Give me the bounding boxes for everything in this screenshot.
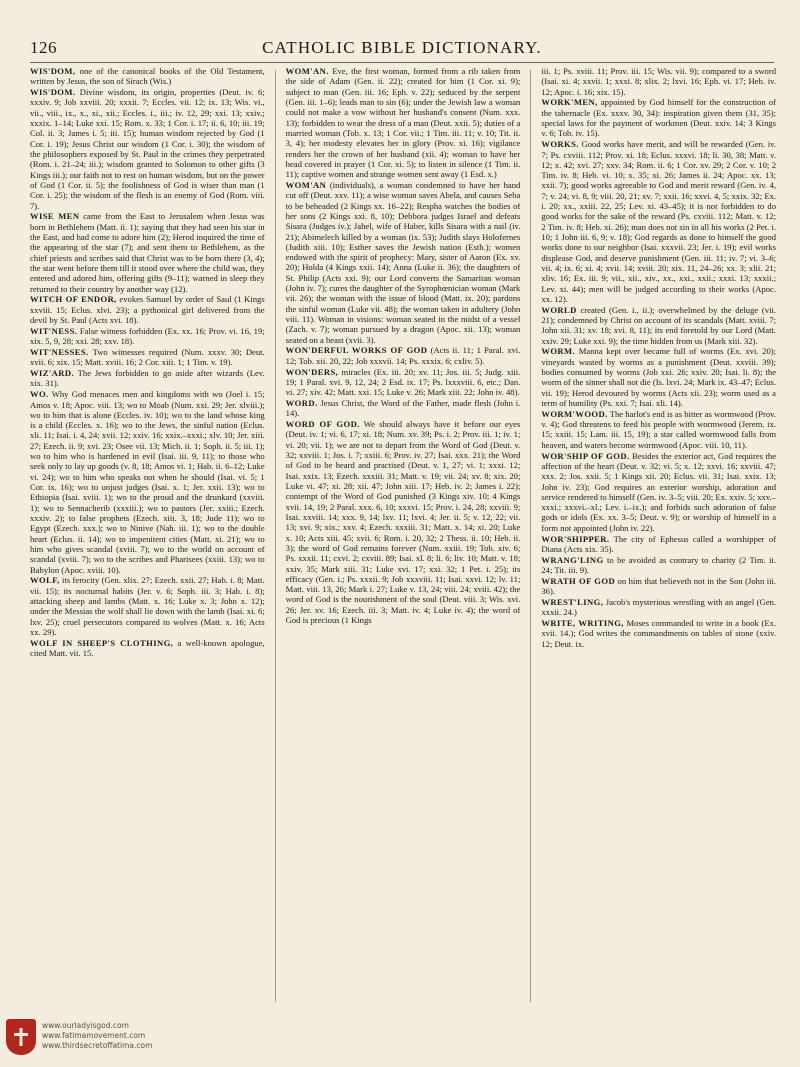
entry-text: Eve, the first woman, formed from a rib taken from the side of Adam (Gen. ii. 22); created for him (1 Cor. xi. 9); subject to man (Gen. iii. 16; Eph. v. 22); seduced by the serpent (Gen. iii. 1–6); leads man to sin (6); under the Jewish law a woman could not make a vow without her husband's consent (Num. xxx. 13); forbidden to wear the dress of a man (Deut. xxii. 5); duties of a married woman (Tob. x. 13; 1 Cor. vii.; 1 Tim. iii. 11; v. 10; Tit. ii. 3, 4); her modesty elevates her in glory (Prov. xi. 16); vigilance renders her the crown of her husband (xii. 4); woman to have her head covered in prayer (1 Cor. xi. 5); to listen in silence (1 Tim. ii. 11); captive women and strange women sent away (1 Esd. x.): [285, 66, 521, 180]
dictionary-entry: [541, 597, 776, 618]
entry-text: The Jews forbidden to go aside after wizards (Lev. xix. 31).: [30, 368, 265, 389]
dictionary-entry: [30, 326, 265, 347]
dictionary-columns: [30, 66, 776, 1006]
entry-headword: WOLF,: [30, 575, 60, 586]
entry-headword: WORM.: [541, 346, 576, 357]
column-left: [30, 66, 265, 1006]
entry-headword: WO.: [30, 389, 49, 400]
entry-headword: WORKS.: [541, 139, 579, 150]
entry-text: The harlot's end is as bitter as wormwood (Prov. v. 4); God threatens to feed his people with wormwood (Jerem. ix. 15; xxiii. 15; Lam. iii. 15, 19); a star called wormwood falls from heaven, and waters become wormwood (Apoc. viii. 10, 11).: [541, 408, 777, 450]
entry-text: to be avoided as contrary to charity (2 Tim. ii. 24; Tit. iii. 9).: [541, 554, 777, 575]
entry-headword: WITCH OF ENDOR,: [30, 294, 117, 305]
entry-headword: WOR'SHIPPER.: [541, 533, 610, 544]
entry-headword: WIS'DOM.: [30, 87, 76, 98]
entry-text: evokes Samuel by order of Saul (1 Kings xxviii. 15; Eclus. xlvi. 23); a pythonical girl delivered from the devil by St. Paul (Acts xvi. 18).: [30, 294, 265, 325]
dictionary-entry: [30, 211, 265, 294]
running-title: CATHOLIC BIBLE DICTIONARY.: [262, 38, 542, 57]
dictionary-entry: [286, 66, 521, 179]
entry-headword: WRITE, WRITING,: [541, 618, 624, 629]
entry-text: (Acts ii. 11; 1 Paral. xvi. 12; Tob. xii. 20, 22; Job xxxvii. 14; Ps. xxxix. 6; cxliv. 5).: [285, 345, 521, 366]
dictionary-entry: [541, 66, 776, 97]
entry-headword: WON'DERS,: [285, 366, 339, 377]
dictionary-entry: [30, 575, 265, 637]
entry-headword: WIZ'ARD.: [30, 368, 75, 379]
dictionary-entry: [30, 294, 265, 325]
dictionary-entry: [541, 305, 776, 346]
dictionary-entry: [286, 398, 521, 419]
entry-text: Why God menaces men and kingdoms with wo (Joel i. 15; Amos v. 18; Apoc. viii. 13; wo to Moab (Num. xxi. 29; Jer. xlviii.); wo to him that is alone (Eccles. iv. 10); wo to the land whose king is a child (Eccles. x. 16); wo to the Jews, the sinful nation (Eclus. xli. 11; Isai. i. 4, 24; xvii. 12; xxiv. 16; xxix.–xxxi.; xlv. 10; Jer. xiii. 27; Ezech. ii. 9; xvi. 23; Osee vii. 13; Mich. ii. 1; Soph. ii. 5; iii. 1); wo to him who is hardened in evil (Isai. iii. 9, 11); to those who seek only to lay up goods (v. 8, 18; Amos vi. 1; Hab. ii. 6–12; Luke vi. 24); wo to him who speaks not when he should (Isai. vi. 5; 1 Cor. ix. 16); wo to unjust judges (Isai. x. 1; Jer. xxii. 13); wo to Ethiopia (Isai. xviii. 1); wo to the proud and the drunkard (xxviii. 1); wo to Sennacherib (xxxiii.); wo to pastors (Jer. xxiii.; Ezech. xxxiv. 2); to false prophets (Ezech. xiii. 3, 18; Jude 11); wo to Egypt (Ezech. xxx.); wo to Ninive (Nah. iii. 1); wo to the double heart (Eclus. ii. 14); wo to impenitent cities (Matt. xi. 21); wo to him who gives scandal (xviii. 7); wo to the world on account of scandal (xviii. 7); wo to the scribes and Pharisees (xxiii. 13); wo to Babylon (Apoc. xviii. 10).: [30, 389, 265, 575]
dictionary-entry: [30, 66, 265, 87]
entry-text: Good works have merit, and will be rewarded (Gen. iv. 7; Ps. cxviii. 112; Prov. xi. 18; Eclus. xxxvi. 18; li. 30, 38; Matt. v. 12; x. 42; xvi. 27; xxv. 34; Rom. ii. 6; 1 Cor. xv. 29; 2 Cor. v. 10; 2 Tim. iv. 8; Heb. vi. 10; x. 35; xi. 26; James ii. 24; Apoc. xx. 13; xxii. 7); good works agreeable to God and merit reward (Gen. iv. 4, 7; v. 24; vi. 8, 9; viii. 20, 21; xv. 7; xxii. 16; xxvi. 4, 5; xxix. 32; Ex. i. 20; xx., xxiii. 22, 25; Lev. xi. 43–45); it is not forbidden to do good works for the sake of the reward (Ps. cxviii. 112; Matt. v. 12; 2 Tim. iv. 8; Heb. xi. 26); man does not sin in all his works (2 Pet. i. 10; 1 John iii. 6, 9; v. 18); God regards as done to himself the good works done to our neighbor (Isai. xxxvii. 23; Jer. i. 19); evil works displease God, and deserve punishment (Gen. iii. 11; iv. 7; vi. 3–6; vii. 4; ix. 6; xi. 4; xvii. 14; xviii. 20; xix. 11, 24–26; xx. 3; xlii. 21; xliv. 16; Ex. iii. 9; vii., xii., xiv., xx., xxi., xxii.; xxxi. 13; xxxii.; Lev. xi. 44); men will be judged according to their works (Apoc. xx. 12).: [541, 139, 777, 304]
entry-text: We should always have it before our eyes (Deut. iv. 1; vi. 6, 17; xi. 18; Num. xv. 39; Ps. i. 2; Prov. iii. 1; iv. 1; vi. 20; vii. 1); we are not to depart from the Word of God (Deut. v. 32; xxviii. 1; Jos. i. 7; xxiii. 6; Prov. iv. 27; Isai. xxx. 21); the Word of God to be heard and practised (Deut. v. 1, 27; vi. 1; xxxi. 12; Isai. xxix. 13; Ezech. xxxiii. 31; Matt. v. 19; vii. 24; xv. 8; xix. 20; Luke vi. 47; xi. 28; xii. 47; John xiii. 17; Heb. iv. 2; James i. 22); contempt of the Word of God punished (3 Kings xiv. 10; 4 Kings xvii. 14, 19; 2 Paral. xxx. 6, 10; xxxvi. 15; Prov. i. 24, 28; xxviii. 9; Isai. xxviii. 14; xxx. 9, 14; lxv. 11; lxvi. 4; Jer. ii. 5; v. 12, 22; vii. 13; xvi. 9; xix.; xxv. 4; Ezech. xxxiii. 31; Matt. x. 14; xi. 20; Luke x. 10; Acts xiii. 45; xvii. 6; Rom. i. 20, 32; 2 Thess. ii. 10; Heb. ii. 3); the word of God remains forever (Num. xxiii. 19; Tob. xiv. 6; Ps. xxxii. 11; cxvi. 2; cxviii. 89; Isai. xl. 8; li. 6; liv. 10; Matt. v. 18; xxiv. 35; Mark xiii. 31; Luke xvi. 17; xxi. 32; 1 Pet. i. 25); its efficacy (Gen. i.; Ps. xxxii. 9; Job xxxviii. 11; Isai. xxvi. 12; lv. 11; Matt. viii. 13, 26; Mark i. 27; Luke v. 13, 24; viii. 24; xviii. 42); the word of God is the nourishment of the soul (Deut. viii. 3; Wis. xvi. 26; Jer. xv. 16; Ezech. iii. 3; Matt. iv. 4; Luke iv. 4); the word of God is precious (1 Kings: [285, 419, 521, 626]
entry-text: created (Gen. i., ii.); overwhelmed by the deluge (vii. 21); condemned by Christ on account of its scandals (Matt. xviii. 7; John xii. 31; xv. 18; xvi. 8, 11); its end foretold by our Lord (Matt. xxiv. 29; Luke xxi. 9); the time hidden from us (Mark xiii. 32).: [541, 304, 777, 346]
entry-headword: WISE MEN: [30, 211, 80, 222]
dictionary-entry: [30, 87, 265, 211]
dictionary-entry: [286, 180, 521, 345]
website-list: [42, 1021, 152, 1051]
dictionary-entry: [541, 139, 776, 304]
entry-text: on him that believeth not in the Son (John iii. 36).: [541, 575, 777, 597]
dictionary-entry: [30, 638, 265, 659]
entry-headword: WOLF IN SHEEP'S CLOTHING,: [30, 637, 174, 648]
dictionary-entry: [286, 367, 521, 398]
entry-headword: WOM'AN.: [285, 66, 329, 76]
column-middle: [286, 66, 521, 1006]
dictionary-entry: [541, 97, 776, 138]
dictionary-entry: [541, 534, 776, 555]
entry-text: a well-known apologue, cited Matt. vii. 15.: [30, 637, 265, 658]
entry-headword: WON'DERFUL WORKS OF GOD: [285, 345, 428, 356]
website-link[interactable]: www.fatimamovement.com: [42, 1031, 146, 1041]
dictionary-entry: [541, 576, 776, 597]
dictionary-entry: [286, 345, 521, 366]
dictionary-entry: [541, 346, 776, 408]
entry-text: appointed by God himself for the construction of the tabernacle (Ex. xxxv. 30, 34): inspiration given them (31, 35); special laws for the payment of workmen (Deut. xxiv. 14; 3 Kings v. 6; Tob. iv. 15).: [541, 97, 777, 139]
dictionary-entry: [541, 555, 776, 576]
entry-text: (individuals), a woman condemned to have her hand cut off (Deut. xxv. 11); a wise woman saves Abela, and causes Seba to be beheaded (2 Kings xx. 16–22); Respha watches the bodies of her sons (2 Kings xxi. 8, 10); Debbora judges Israel and defeats Sisara (Judges iv.); Jahel, wife of Haber, kills Sisara with a nail (iv. 21); Abimelech killed by a woman (ix. 53); Judith slays Holofernes (Judith xiii. 10); Esther saves the Jewish nation (Esth.); women endowed with the spirit of prophecy: Mary, sister of Aaron (Ex. xv. 20); Holda (4 Kings xxii. 14); Anna (Luke ii. 36); the daughters of St. Philip (Acts xxi. 9); our Lord converts the Samaritan woman (John iv. 7); cures the daughter of the Syrophœnician woman (Mark vii. 26); the woman with the issue of blood (Matt. ix. 20); pardons the sinful woman (Luke vii. 48); the woman taken in adultery (John viii. 11). Woman in visions: woman seated in the midst of a vessel (Zach. v. 7); woman pursued by a dragon (Apoc. xii. 13); woman seated on a beast (xvii. 3).: [285, 179, 521, 345]
entry-headword: WORLD: [541, 304, 577, 315]
entry-text: Moses commanded to write in a book (Ex. xvii. 14.); God writes the commandments on tables of stone (xxiv. 12; Deut. ix.: [541, 618, 777, 649]
entry-headword: WIT'NESSES.: [30, 346, 89, 357]
entry-text: Jesus Christ, the Word of the Father, made flesh (John i. 14).: [285, 398, 521, 419]
dictionary-entry: [286, 419, 521, 625]
entry-headword: WOM'AN: [285, 179, 327, 190]
entry-headword: WORM'WOOD.: [541, 408, 608, 419]
website-link[interactable]: www.ourladyisgod.com: [42, 1021, 129, 1030]
dictionary-entry: [541, 618, 776, 649]
entry-headword: WOR'SHIP OF GOD.: [541, 450, 630, 461]
entry-headword: WORK'MEN,: [541, 97, 598, 108]
entry-text: Divine wisdom, its origin, properties (Deut. iv. 6; xxxiv. 9; Job xxviii. 20; xxxii. 7; Eccles. vii. 12; ix. 13; Wis. vi., vii., viii., ix., x., xi., xii.; Eccles. i., iii.; iv. 12, 29; xxi. 13; xxiv.; xxxix. 1–14; Luke xxi. 15; Rom. x. 33; 1 Cor. i. 17; ii. 6, 10; iii. 19; Col. ii. 3; James i. 5; iii. 15); human wisdom rejected by God (1 Cor. i. 19); Jesus Christ our wisdom (1 Cor. i. 30); the wisdom of the philosophers exposed by St. Paul in the crimes they perpetrated (Rom. i. 21–24; iii.); wisdom granted to Solomon to other gifts (3 Kings iii.); our faith not to rest on human wisdom, but on the power of God (1 Cor. ii. 5); the foolishness of God is wiser than man (1 Cor. i. 25); the wisdom of the flesh is an enemy of God (Rom. viii. 7).: [30, 87, 265, 211]
entry-headword: WIT'NESS.: [30, 325, 78, 336]
page-footer: [6, 1011, 226, 1059]
dictionary-entry: [30, 347, 265, 368]
entry-text: miracles (Ex. iii. 20; xv. 11; Jos. iii. 5; Judg. xiii. 19; 1 Paral. xvi. 9, 12, 24; 2 Esd. ix. 17; Ps. lxxxviii. 6, etc.; Dan. vi. 27; xiv. 42; Matt. xxi. 15; Luke v. 26; Mark xiii. 22; John iv. 48).: [285, 366, 521, 398]
website-link[interactable]: www.thirdsecretoffatima.com: [42, 1041, 153, 1051]
entry-headword: WORD OF GOD.: [285, 419, 360, 430]
dictionary-entry: [541, 409, 776, 450]
entry-text: The city of Ephesus called a worshipper of Diana (Acts xix. 35).: [541, 533, 777, 554]
entry-headword: WIS'DOM,: [30, 66, 76, 76]
entry-headword: WRANG'LING: [541, 554, 604, 565]
entry-text: one of the canonical books of the Old Testament, written by Jesus, the son of Sirach (Wis.): [30, 66, 265, 87]
entry-text: Manna kept over became full of worms (Ex. xvi. 20); vineyards wasted by worms as a punishment (Deut. xxviii. 39); bodies consumed by worms (Job xxi. 26; xxiv. 20; Isai. li. 8); the worm of the sinner shall not die (Is. lxvi. 24; Mark ix. 43–47; Eclus. vii. 19); Herod devoured by worms (Acts xii. 23); worm used as a term of humility (Ps. xxi. 7; Isai. xli. 14).: [541, 346, 777, 408]
entry-text: iii. 1; Ps. xviii. 11; Prov. iii. 15; Wis. vii. 9); compared to a sword (Isai. xi. 4; xxvii. 1; xxxi. 8; xlix. 2; lxvi. 16; Eph. vi. 17; Heb. iv. 12; Apoc. i. 16; xix. 15).: [541, 66, 777, 97]
entry-headword: WRATH OF GOD: [541, 575, 616, 586]
entry-text: False witness forbidden (Ex. xx. 16; Prov. vi. 16, 19; xix. 5, 9, 28; xxi. 28; xxv. 18).: [30, 325, 265, 347]
column-right: [541, 66, 776, 1006]
dictionary-entry: [30, 389, 265, 575]
dictionary-entry: [541, 451, 776, 534]
page-header: [30, 38, 774, 63]
entry-text: its ferocity (Gen. xlix. 27; Ezech. xxii. 27; Hab. i. 8; Matt. vii. 15); its nocturnal habits (Jer. v. 6; Soph. iii. 3; Hab. i. 8); attacking sheep and lambs (Matt. x. 16; Luke x. 3; John x. 12); under the Messias the wolf shall lie down with the lamb (Isai. xi. 6; lxv. 25); cruel persecutors compared to wolves (Matt. x. 16; Acts xx. 29).: [30, 575, 265, 637]
column-divider: [530, 70, 531, 1002]
entry-text: Two witnesses required (Num. xxxv. 30; Deut. xvii. 6; xix. 15; Matt. xviii. 16; 2 Cor. xiii. 1; 1 Tim. v. 19).: [30, 346, 265, 368]
entry-text: Besides the exterior act, God requires the affection of the heart (Deut. v. 32; vi. 5; x. 12; xxvi. 16; xxviii. 47; xxx. 2; Jos. xxii. 5; 1 Kings xii. 20; Eclus. vii. 31; Isai. xxix. 13; John iv. 23); God requires an exterior worship, adoration and service rendered to himself (Gen. iv. 3–5; viii. 20; Ex. xxiv. 5; xxv.–xxxi.; xxxvi.–xl.; Lev. i.–ix.); and forbids such adoration of false gods or idols (Ex. xx. 3–5; Deut. v. 9); or worship of himself in a form not appointed (John iv. 22).: [541, 450, 777, 533]
entry-text: Jacob's mysterious wrestling with an angel (Gen. xxxii. 24.): [541, 596, 777, 618]
entry-text: came from the East to Jerusalem when Jesus was born in Bethlehem (Matt. ii. 1); saying that they had seen his star in the East, and had come to adore him (2); Herod inquired the time of the appearing of the star (7); and sent them to Bethlehem, as the chief priests and scribes said that Christ was to be born there (3, 4); the star went before them till it stood over where the child was, they entered and adored him, offering gifts (9–11); warned in sleep they returned to their country by another way (12).: [30, 211, 265, 294]
entry-headword: WREST'LING,: [541, 596, 604, 607]
page-number: 126: [30, 38, 57, 57]
dictionary-entry: [30, 368, 265, 389]
entry-headword: WORD.: [285, 398, 318, 408]
column-divider: [275, 70, 276, 1002]
cross-seal-icon: [6, 1019, 36, 1055]
